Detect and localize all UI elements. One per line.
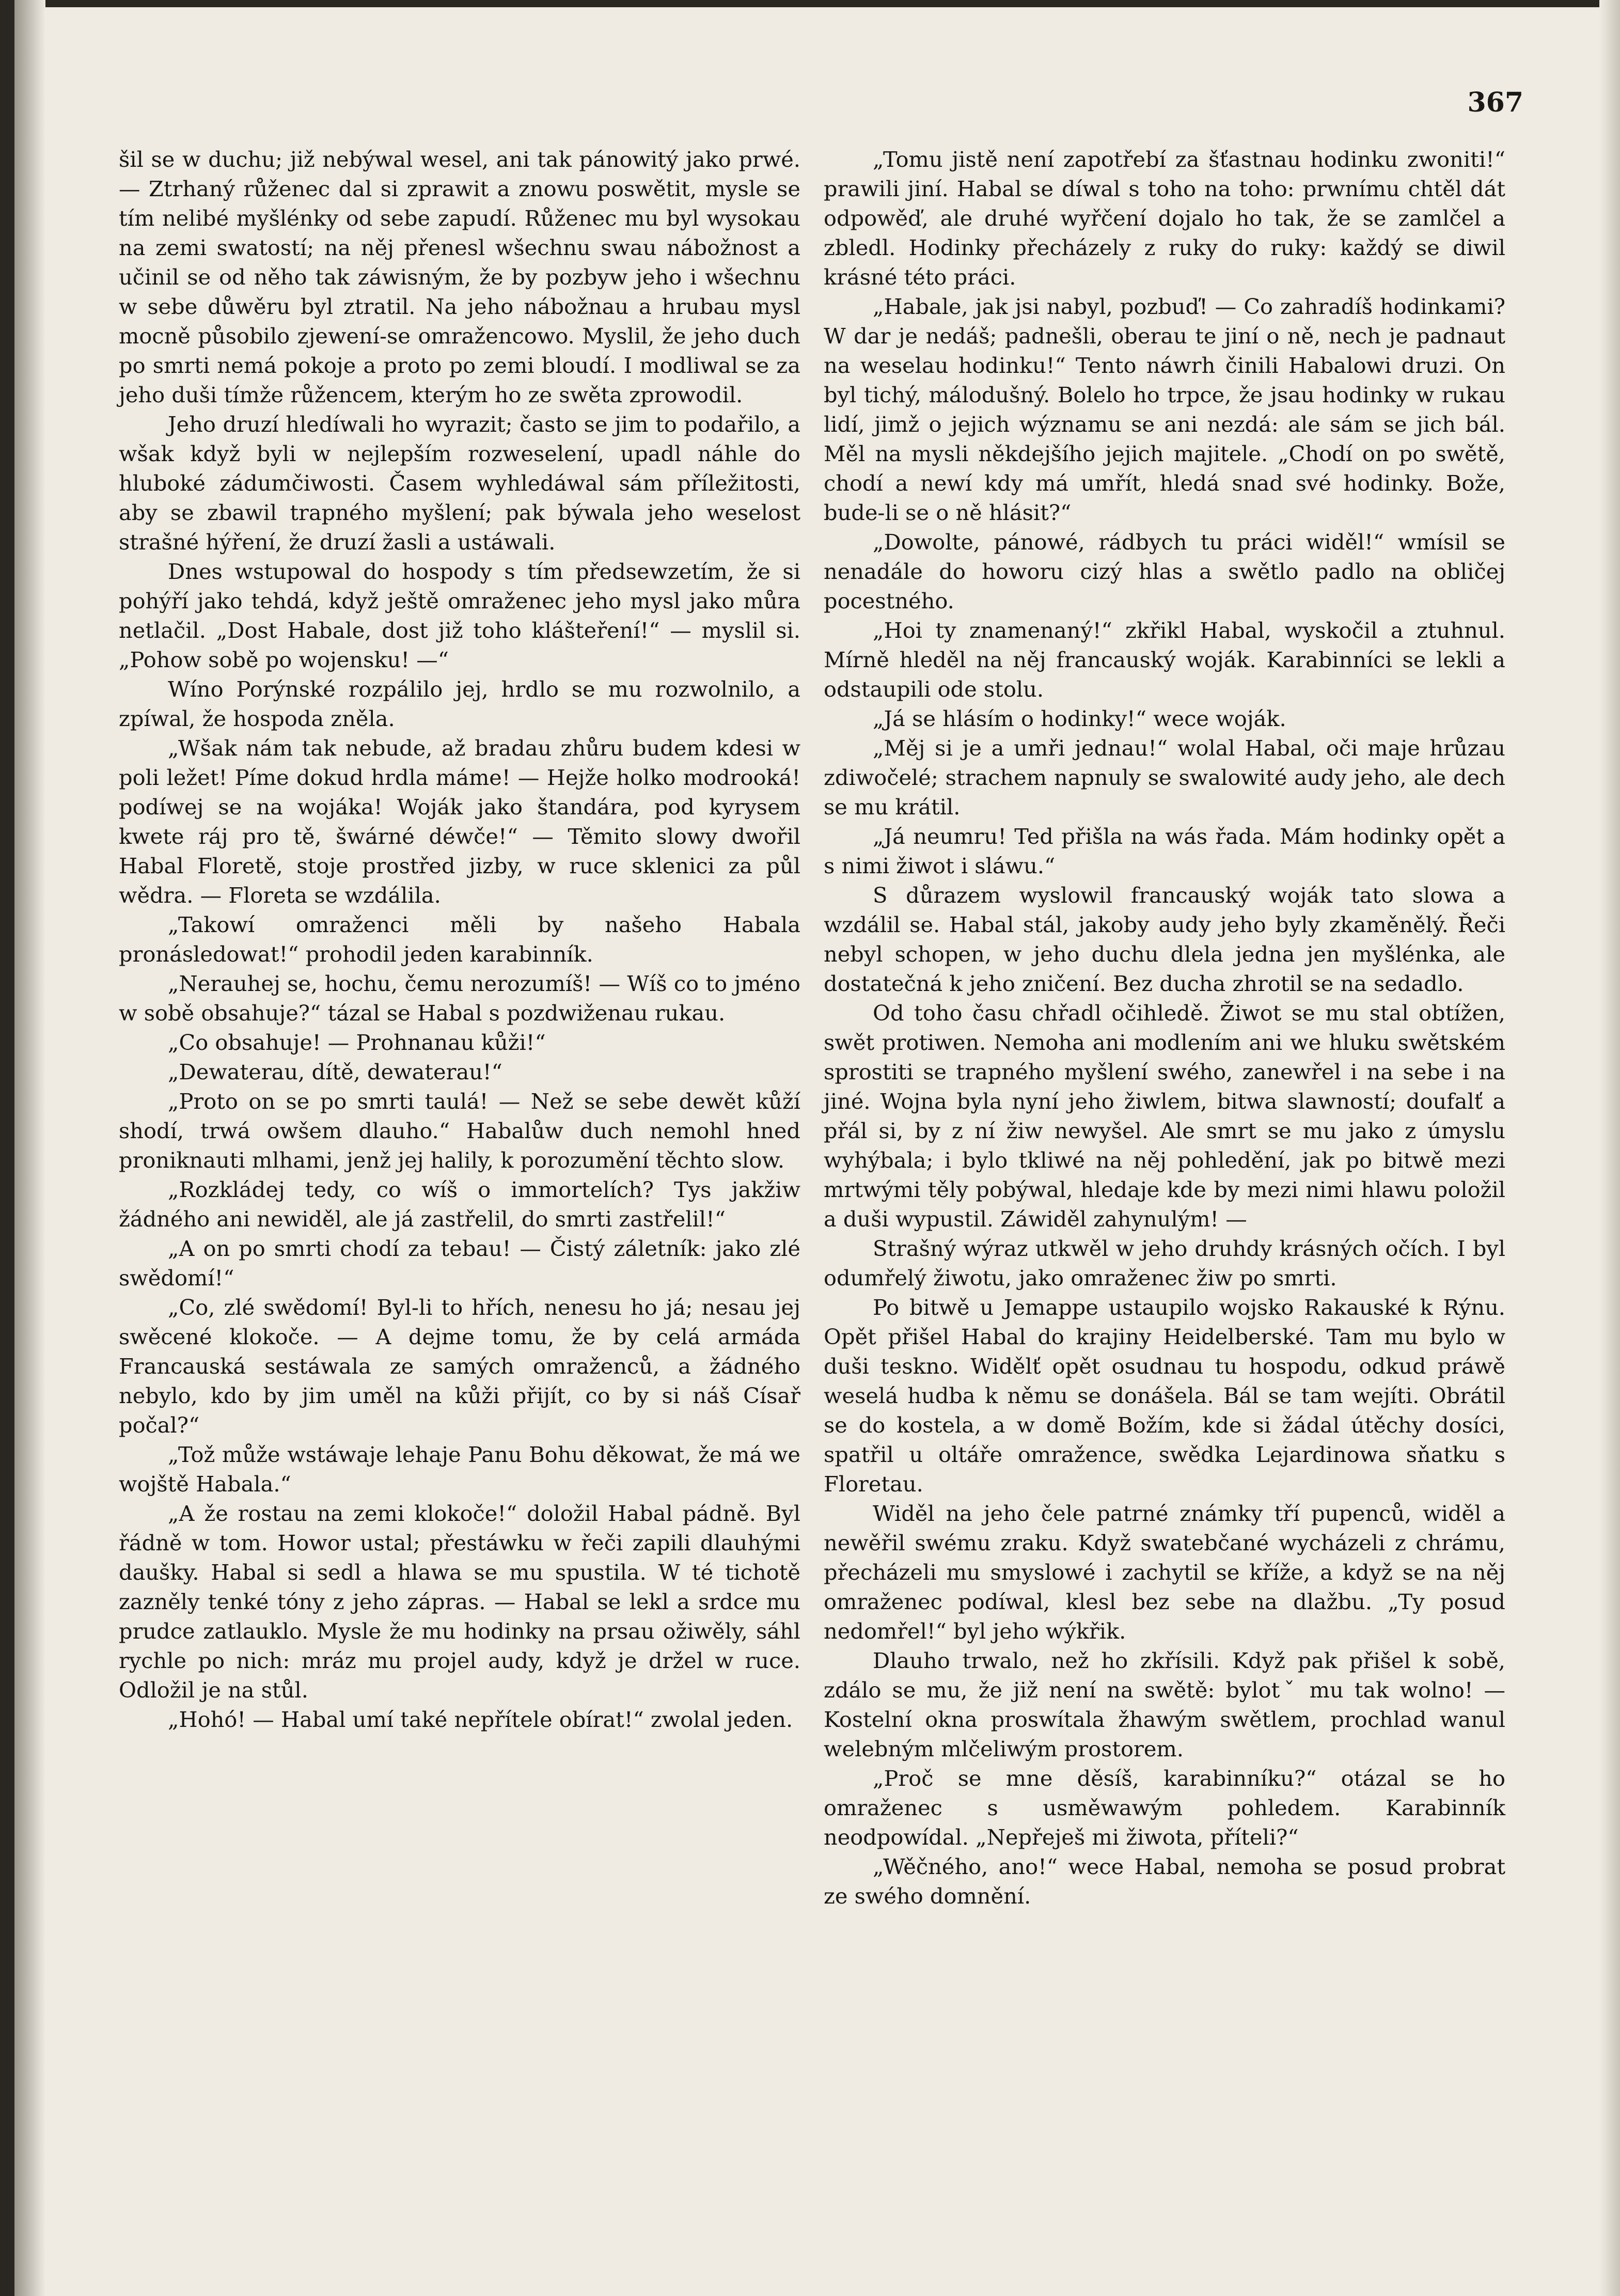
scan-top-edge	[0, 0, 1620, 7]
left-column	[119, 145, 800, 1734]
paragraph: „Dewaterau, dítě, dewaterau!“	[168, 1059, 502, 1084]
paragraph: Widěl na jeho čele patrné známky tří pupenců, widěl a newěřil swému zraku. Když swatebčané wycházeli z chrámu, přecházeli mu smyslowé i zachytil se kříže, a když se na něj omraženec podíwal, klesl bez sebe na dlažbu. „Ty posud nedomřel!“ byl jeho wýkřik.	[824, 1501, 1505, 1644]
paragraph: „A že rostau na zemi klokoče!“ doložil Habal pádně. Byl řádně w tom. Howor ustal; přestáwku w řeči zapili dlauhými daušky. Habal si sedl a hlawa se mu spustila. W té tichotě zazněly tenké tóny z jeho zápras. — Habal se lekl a srdce mu prudce zatlauklo. Mysle že mu hodinky na prsau ožiwěly, sáhl rychle po nich: mráz mu projel audy, když je držel w ruce. Odložil je na stůl.	[119, 1501, 800, 1703]
paragraph: „Nerauhej se, hochu, čemu nerozumíš! — Wíš co to jméno w sobě obsahuje?“ tázal se Habal s pozdwiženau rukau.	[119, 971, 800, 1026]
paragraph: „Hoi ty znamenaný!“ zkřikl Habal, wyskočil a ztuhnul. Mírně hleděl na něj francauský woják. Karabinníci se lekli a odstaupili ode stolu.	[824, 618, 1505, 702]
right-column	[824, 145, 1505, 1911]
paragraph: „Tož může wstáwaje lehaje Panu Bohu děkowat, že má we wojště Habala.“	[119, 1442, 800, 1497]
paragraph: „Wěčného, ano!“ wece Habal, nemoha se posud probrat ze swého domnění.	[824, 1854, 1505, 1909]
paragraph: „Já se hlásím o hodinky!“ wece woják.	[873, 706, 1286, 731]
paragraph: Dnes wstupowal do hospody s tím předsewzetím, že si pohýří jako tehdá, když ještě omraženec jeho mysl jako můra netlačil. „Dost Habale, dost již toho klášteření!“ — myslil si. „Pohow sobě po wojensku! —“	[119, 559, 800, 672]
scan-left-edge	[0, 0, 14, 2296]
paragraph: Wíno Porýnské rozpálilo jej, hrdlo se mu rozwolnilo, a zpíwal, že hospoda zněla.	[119, 677, 800, 731]
paragraph: „Měj si je a umři jednau!“ wolal Habal, oči maje hrůzau zdiwočelé; strachem napnuly se swalowité audy jeho, ale dech se mu krátil.	[824, 735, 1505, 820]
paragraph: Strašný wýraz utkwěl w jeho druhdy krásných očích. I byl odumřelý žiwotu, jako omraženec žiw po smrti.	[824, 1236, 1505, 1291]
paragraph: „Proč se mne děsíš, karabinníku?“ otázal se ho omraženec s usměwawým pohledem. Karabinník neodpowídal. „Nepřeješ mi žiwota, příteli?“	[824, 1766, 1505, 1850]
paragraph: „Já neumru! Ted přišla na wás řada. Mám hodinky opět a s nimi žiwot i sláwu.“	[824, 824, 1505, 878]
paragraph: „Habale, jak jsi nabyl, pozbuď! — Co zahradíš hodinkami? W dar je nedáš; padnešli, oberau te jiní o ně, nech je padnaut na weselau hodinku!“ Tento náwrh činili Habalowi druzi. On byl tichý, málodušný. Bolelo ho trpce, že jsau hodinky w rukau lidí, jimž o jejich wýznamu se ani nezdá: ale sám se jich bál. Měl na mysli někdejšího jejich majitele. „Chodí on po swětě, chodí a newí kdy má umřít, hledá snad své hodinky. Bože, bude-li se o ně hlásit?“	[824, 294, 1505, 525]
paragraph: „Hohó! — Habal umí také nepřítele obírat!“ zwolal jeden.	[168, 1707, 793, 1732]
paragraph: „A on po smrti chodí za tebau! — Čistý záletník: jako zlé swědomí!“	[119, 1236, 800, 1291]
paragraph: Dlauho trwalo, než ho zkřísili. Když pak přišel k sobě, zdálo se mu, že již není na swětě: bylotˇ mu tak wolno! — Kostelní okna proswítala žhawým swětlem, prochlad wanul welebným mlčeliwým prostorem.	[824, 1648, 1505, 1762]
paragraph: Od toho času chřadl očihledě. Žiwot se mu stal obtížen, swět protiwen. Nemoha ani modlením ani we hluku swětském sprostiti se trapného myšlení swého, zanewřel i na sebe i na jiné. Wojna byla nyní jeho žiwlem, bitwa slawností; doufalť a přál si, by z ní žiw newyšel. Ale smrt se mu jako z úmyslu wyhýbala; i bylo tkliwé na něj pohledění, jak po bitwě mezi mrtwými těly pobýwal, hledaje kde by mezi nimi hlawu položil a duši wypustil. Záwiděl zahynulým! —	[824, 1000, 1505, 1232]
paragraph: „Co obsahuje! — Prohnanau kůži!“	[168, 1030, 546, 1055]
paragraph: „Wšak nám tak nebude, až bradau zhůru budem kdesi w poli ležet! Píme dokud hrdla máme! — Hejže holko modrooká! podíwej se na wojáka! Woják jako štandára, pod kyrysem kwete ráj pro tě, šwárné déwče!“ — Těmito slowy dwořil Habal Floretě, stoje prostřed jizby, w ruce sklenici za půl wědra. — Floreta se wzdálila.	[119, 735, 800, 908]
paragraph: Po bitwě u Jemappe ustaupilo wojsko Rakauské k Rýnu. Opět přišel Habal do krajiny Heidelberské. Tam mu bylo w duši teskno. Widělť opět osudnau tu hospodu, odkud práwě weselá hudba k němu se donášela. Bál se tam wejíti. Obrátil se do kostela, a w domě Božím, kde si žádal útěchy dosíci, spatřil u oltáře omražence, swědka Lejardinowa sňatku s Floretau.	[824, 1295, 1505, 1497]
paragraph: „Dowolte, pánowé, rádbych tu práci widěl!“ wmísil se nenadále do howoru cizý hlas a swětlo padlo na obličej pocestného.	[824, 529, 1505, 614]
paragraph: „Co, zlé swědomí! Byl-li to hřích, nenesu ho já; nesau jej swěcené klokoče. — A dejme tomu, že by celá armáda Francauská sestáwala ze samých omraženců, a žádného nebylo, kdo by jim uměl na kůži přijít, co by si náš Císař počal?“	[119, 1295, 800, 1438]
paragraph: „Takowí omraženci měli by našeho Habala pronásledowat!“ prohodil jeden karabinník.	[119, 912, 800, 967]
paragraph: „Proto on se po smrti taulá! — Než se sebe dewět kůží shodí, trwá owšem dlauho.“ Habalůw duch nemohl hned proniknauti mlhami, jenž jej halily, k porozumění těchto slow.	[119, 1089, 800, 1173]
binding-shadow	[14, 0, 45, 2296]
paragraph: „Tomu jistě není zapotřebí za šťastnau hodinku zwoniti!“ prawili jiní. Habal se díwal s toho na toho: prwnímu chtěl dát odpowěď, ale druhé wyřčení dojalo ho tak, že se zamlčel a zbledl. Hodinky přecházely z ruky do ruky: každý se diwil krásné této práci.	[824, 147, 1505, 290]
paragraph: S důrazem wyslowil francauský woják tato slowa a wzdálil se. Habal stál, jakoby audy jeho byly zkaměnělý. Řeči nebyl schopen, w jeho duchu dlela jedna jen myšlénka, ale dostatečná k jeho zničení. Bez ducha zhrotil se na sedadlo.	[824, 883, 1505, 996]
paragraph: Jeho druzí hledíwali ho wyrazit; často se jim to podařilo, a wšak když byli w nejlepším rozweselení, upadl náhle do hluboké zádumčiwosti. Časem wyhledáwal sám příležitosti, aby se zbawil trapného myšlení; pak býwala jeho weselost strašné hýření, že druzí žasli a ustáwali.	[119, 412, 800, 555]
page-number: 367	[1467, 87, 1523, 118]
page-edge-shadow	[1599, 0, 1620, 2296]
paragraph: šil se w duchu; již nebýwal wesel, ani tak pánowitý jako prwé. — Ztrhaný růženec dal si zprawit a znowu poswětit, mysle se tím nelibé myšlénky od sebe zapudí. Růženec mu byl wysokau na zemi swatostí; na něj přenesl wšechnu swau nábožnost a učinil se od něho tak záwisným, že by pozbyw jeho i wšechnu w sebe důwěru byl ztratil. Na jeho nábožnau a hrubau mysl mocně působilo zjewení-se omražencowo. Myslil, že jeho duch po smrti nemá pokoje a proto po zemi bloudí. I modliwal se za jeho duši tímže růžencem, kterým ho ze swěta zprowodil.	[119, 147, 800, 407]
paragraph: „Rozkládej tedy, co wíš o immortelích? Tys jakžiw žádného ani newiděl, ale já zastřelil, do smrti zastřelil!“	[119, 1177, 800, 1232]
